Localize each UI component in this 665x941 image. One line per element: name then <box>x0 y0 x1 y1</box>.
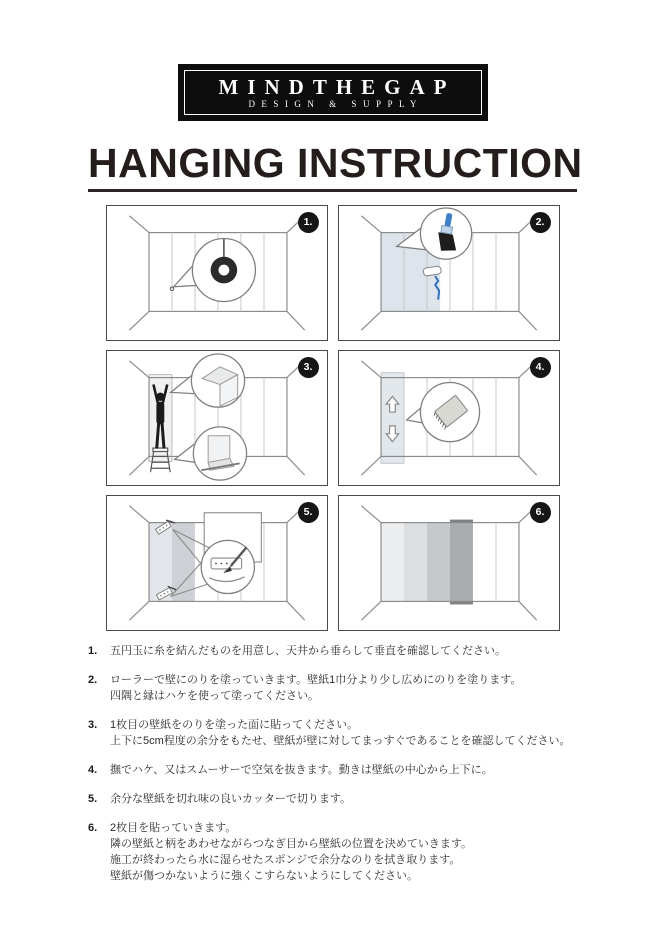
instruction-item-5 <box>88 791 577 807</box>
room-illustration-2 <box>339 206 559 340</box>
instruction-item-2 <box>88 672 577 704</box>
step-number-badge-6: 6. <box>530 502 551 523</box>
page-title: HANGING INSTRUCTION <box>88 140 583 186</box>
instruction-number: 2. <box>88 673 98 686</box>
instruction-text: 五円玉に糸を結んだものを用意し、天井から垂らして垂直を確認してください。 <box>110 644 506 657</box>
instruction-number: 6. <box>88 821 98 834</box>
step-number-badge-1: 1. <box>298 212 319 233</box>
coin-callout <box>173 238 255 301</box>
room-illustration-6 <box>339 496 559 630</box>
brand-logo-inner-frame <box>184 70 482 115</box>
instruction-item-3 <box>88 717 577 749</box>
instruction-text: 余分な壁紙を切れ味の良いカッターで切ります。 <box>110 792 352 805</box>
step-panel-4 <box>338 350 560 486</box>
room-illustration-1 <box>107 206 327 340</box>
instruction-text: 2枚目を貼っていきます。 隣の壁紙と柄をあわせながらつなぎ目から壁紙の位置を決めていきます。 施工が終わったら水に湿らせたスポンジで余分なのりを拭き取ります。 壁紙が傷つかないように強くこすらないようにしてください。 <box>110 821 473 882</box>
instruction-list <box>88 643 577 884</box>
step-panel-3 <box>106 350 328 486</box>
brand-logo <box>0 0 665 121</box>
step-number-badge-2: 2. <box>530 212 551 233</box>
step-number-badge-5: 5. <box>298 502 319 523</box>
title-block <box>88 140 583 192</box>
step-panel-2 <box>338 205 560 341</box>
brand-tagline: DESIGN & SUPPLY <box>248 98 424 109</box>
instruction-number: 3. <box>88 718 98 731</box>
instruction-number: 4. <box>88 763 98 776</box>
room-illustration-4 <box>339 351 559 485</box>
ceiling-overlap-callout <box>170 353 244 406</box>
wallpaper-strips <box>381 519 473 604</box>
step-panel-5 <box>106 495 328 631</box>
step-panel-6 <box>338 495 560 631</box>
step-number-badge-3: 3. <box>298 357 319 378</box>
title-underline <box>88 189 577 192</box>
instruction-item-4 <box>88 762 577 778</box>
instruction-number: 1. <box>88 644 98 657</box>
instruction-item-6 <box>88 820 577 884</box>
floor-overlap-callout <box>174 426 246 479</box>
smoother-callout <box>406 382 479 441</box>
instruction-text: 1枚目の壁紙をのりを塗った面に貼ってください。 上下に5cm程度の余分をもたせ、壁紙が壁に対してまっすぐであることを確認してください。 <box>110 718 571 747</box>
step-panel-1 <box>106 205 328 341</box>
hung-wallpaper-sheet <box>381 372 404 463</box>
brand-logo-box <box>178 64 488 121</box>
instruction-item-1 <box>88 643 577 659</box>
five-yen-coin-icon <box>210 256 237 283</box>
step-panels-grid <box>106 205 560 631</box>
cutter-callout <box>201 540 254 593</box>
instruction-text: ローラーで壁にのりを塗っていきます。壁紙1巾分より少し広めにのりを塗ります。 四隅と縁はハケを使って塗ってください。 <box>110 673 522 702</box>
brand-name: MINDTHEGAP <box>218 74 456 99</box>
room-illustration-5 <box>107 496 327 630</box>
step-number-badge-4: 4. <box>530 357 551 378</box>
instruction-number: 5. <box>88 792 98 805</box>
instruction-text: 撫でハケ、又はスムーサーで空気を抜きます。動きは壁紙の中心から上下に。 <box>110 763 493 776</box>
room-illustration-3 <box>107 351 327 485</box>
